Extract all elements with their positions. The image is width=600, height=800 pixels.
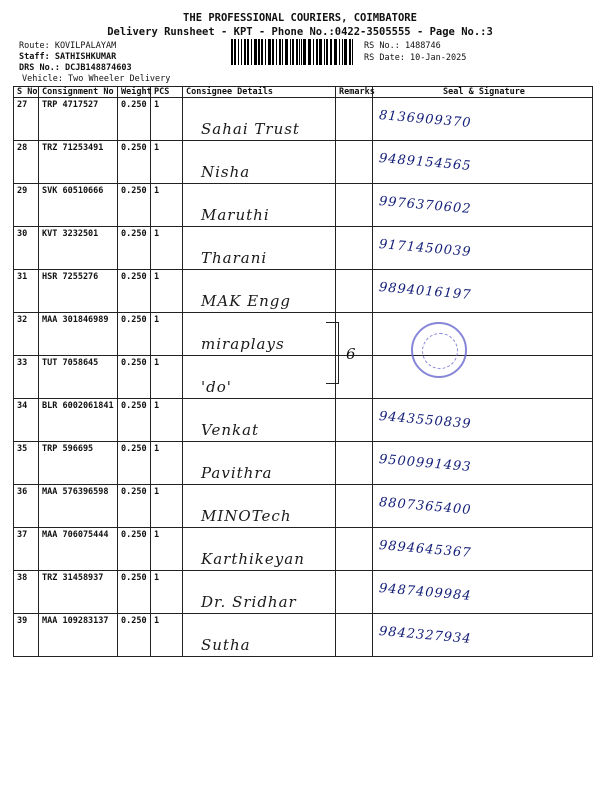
consignee-cell (183, 98, 336, 141)
consignment-cell: TUT 7058645 (39, 356, 118, 399)
pcs-cell: 1 (151, 141, 183, 184)
consignment-cell: TRP 4717527 (39, 98, 118, 141)
barcode-bar (231, 39, 233, 65)
table-header-row (14, 87, 593, 98)
sno-cell: 28 (14, 141, 39, 184)
handwritten-signature: 9443550839 (378, 409, 473, 433)
signature-cell (373, 184, 593, 227)
handwritten-consignee: MAK Engg (201, 292, 291, 310)
weight-cell: 0.250 (118, 98, 151, 141)
barcode-bar (279, 39, 281, 65)
handwritten-consignee: miraplays (201, 335, 285, 353)
table-row (14, 399, 593, 442)
handwritten-signature: 9171450039 (378, 237, 473, 261)
handwritten-signature: 9976370602 (378, 194, 473, 218)
signature-cell (373, 356, 593, 399)
handwritten-consignee: 'do' (201, 378, 232, 396)
col-remarks-header: Remarks (336, 87, 373, 98)
pcs-cell: 1 (151, 571, 183, 614)
table-row (14, 571, 593, 614)
barcode-bar (244, 39, 246, 65)
barcode-bar (299, 39, 300, 65)
ditto-mark: 6 (346, 345, 356, 363)
barcode-bar (276, 39, 277, 65)
consignment-cell: MAA 576396598 (39, 485, 118, 528)
barcode-bar (282, 39, 283, 65)
bracket-mark (326, 322, 339, 384)
sno-cell: 30 (14, 227, 39, 270)
weight-cell: 0.250 (118, 614, 151, 657)
col-consignee-header: Consignee Details (183, 87, 336, 98)
barcode-bar (254, 39, 257, 65)
barcode-bar (258, 39, 260, 65)
table-row (14, 356, 593, 399)
sno-cell: 29 (14, 184, 39, 227)
staff-label: Staff: SATHISHKUMAR (19, 52, 117, 62)
table-row (14, 313, 593, 356)
table-row (14, 184, 593, 227)
barcode-bar (319, 39, 322, 65)
handwritten-signature: 9489154565 (378, 151, 473, 175)
company-title: THE PROFESSIONAL COURIERS, COIMBATORE (183, 12, 417, 24)
weight-cell: 0.250 (118, 485, 151, 528)
signature-cell (373, 227, 593, 270)
table-row (14, 270, 593, 313)
sno-cell: 31 (14, 270, 39, 313)
handwritten-consignee: MINOTech (201, 507, 292, 525)
handwritten-signature: 8807365400 (378, 495, 473, 519)
table-row (14, 614, 593, 657)
remarks-cell (336, 227, 373, 270)
barcode-bar (324, 39, 325, 65)
remarks-cell (336, 98, 373, 141)
barcode-bar (265, 39, 266, 65)
consignee-cell (183, 399, 336, 442)
consignee-cell (183, 614, 336, 657)
consignment-cell: SVK 60510666 (39, 184, 118, 227)
weight-cell: 0.250 (118, 571, 151, 614)
consignment-cell: TRZ 31458937 (39, 571, 118, 614)
barcode-bar (268, 39, 271, 65)
handwritten-consignee: Venkat (201, 421, 260, 439)
handwritten-consignee: Nisha (201, 163, 251, 181)
sno-cell: 33 (14, 356, 39, 399)
barcode-bar (290, 39, 291, 65)
consignee-cell (183, 571, 336, 614)
signature-cell (373, 571, 593, 614)
col-pcs-header: PCS (151, 87, 183, 98)
remarks-cell (336, 184, 373, 227)
pcs-cell: 1 (151, 399, 183, 442)
consignee-cell (183, 528, 336, 571)
consignee-cell (183, 270, 336, 313)
vehicle-label: Vehicle: Two Wheeler Delivery (22, 74, 171, 84)
signature-cell (373, 528, 593, 571)
sno-cell: 36 (14, 485, 39, 528)
sno-cell: 34 (14, 399, 39, 442)
consignee-cell (183, 313, 336, 356)
barcode-bar (292, 39, 294, 65)
handwritten-signature: 9894645367 (378, 538, 473, 562)
signature-cell (373, 442, 593, 485)
rs-number: RS No.: 1488746 (364, 41, 441, 51)
handwritten-consignee: Karthikeyan (201, 550, 305, 568)
handwritten-consignee: Dr. Sridhar (201, 593, 297, 611)
remarks-cell (336, 528, 373, 571)
col-weight-header: Weight (118, 87, 151, 98)
consignment-cell: TRZ 71253491 (39, 141, 118, 184)
rs-date: RS Date: 10-Jan-2025 (364, 53, 467, 63)
remarks-cell (336, 270, 373, 313)
barcode-bar (238, 39, 239, 65)
remarks-cell (336, 141, 373, 184)
barcode-bar (234, 39, 236, 65)
pcs-cell: 1 (151, 485, 183, 528)
weight-cell: 0.250 (118, 528, 151, 571)
weight-cell: 0.250 (118, 313, 151, 356)
signature-cell (373, 98, 593, 141)
seal-stamp (411, 322, 467, 378)
table-row (14, 227, 593, 270)
barcode-bar (261, 39, 263, 65)
handwritten-consignee: Tharani (201, 249, 268, 267)
weight-cell: 0.250 (118, 399, 151, 442)
table-row (14, 98, 593, 141)
sno-cell: 35 (14, 442, 39, 485)
table-row (14, 442, 593, 485)
consignment-cell: KVT 3232501 (39, 227, 118, 270)
col-sno-header: S No (14, 87, 39, 98)
weight-cell: 0.250 (118, 141, 151, 184)
pcs-cell: 1 (151, 356, 183, 399)
handwritten-signature: 9500991493 (378, 452, 473, 476)
signature-cell (373, 614, 593, 657)
barcode-bar (251, 39, 252, 65)
pcs-cell: 1 (151, 227, 183, 270)
pcs-cell: 1 (151, 184, 183, 227)
handwritten-signature: 8136909370 (378, 108, 473, 132)
barcode-bar (308, 39, 311, 65)
consignment-cell: MAA 301846989 (39, 313, 118, 356)
drs-number: DRS No.: DCJB148874603 (19, 63, 132, 73)
signature-cell (373, 270, 593, 313)
weight-cell: 0.250 (118, 442, 151, 485)
barcode-bar (272, 39, 274, 65)
consignee-cell (183, 184, 336, 227)
remarks-cell (336, 442, 373, 485)
col-consignment-header: Consignment No (39, 87, 118, 98)
pcs-cell: 1 (151, 270, 183, 313)
handwritten-consignee: Pavithra (201, 464, 273, 482)
consignment-cell: BLR 6002061841 (39, 399, 118, 442)
signature-cell (373, 485, 593, 528)
handwritten-consignee: Sutha (201, 636, 251, 654)
barcode-bar (344, 39, 347, 65)
sno-cell: 37 (14, 528, 39, 571)
barcode-bar (349, 39, 351, 65)
weight-cell: 0.250 (118, 227, 151, 270)
barcode-bar (285, 39, 288, 65)
barcode-bar (330, 39, 332, 65)
table-row (14, 141, 593, 184)
barcode-bar (326, 39, 328, 65)
col-seal-header: Seal & Signature (373, 87, 593, 98)
table-row (14, 528, 593, 571)
pcs-cell: 1 (151, 98, 183, 141)
barcode (231, 39, 356, 65)
barcode-bar (241, 39, 242, 65)
remarks-cell (336, 399, 373, 442)
sno-cell: 27 (14, 98, 39, 141)
consignee-cell (183, 227, 336, 270)
consignment-cell: MAA 706075444 (39, 528, 118, 571)
barcode-bar (296, 39, 298, 65)
barcode-bar (316, 39, 318, 65)
barcode-bar (342, 39, 343, 65)
pcs-cell: 1 (151, 313, 183, 356)
handwritten-consignee: Sahai Trust (201, 120, 300, 138)
pcs-cell: 1 (151, 614, 183, 657)
handwritten-signature: 9842327934 (378, 624, 473, 648)
sno-cell: 38 (14, 571, 39, 614)
barcode-bar (339, 39, 340, 65)
consignment-cell: MAA 109283137 (39, 614, 118, 657)
sno-cell: 39 (14, 614, 39, 657)
barcode-bar (334, 39, 337, 65)
barcode-bar (313, 39, 314, 65)
remarks-cell (336, 614, 373, 657)
consignee-cell (183, 141, 336, 184)
signature-cell (373, 141, 593, 184)
runsheet-table (13, 86, 593, 657)
signature-cell (373, 399, 593, 442)
weight-cell: 0.250 (118, 356, 151, 399)
remarks-cell (336, 485, 373, 528)
signature-cell (373, 313, 593, 356)
pcs-cell: 1 (151, 528, 183, 571)
consignee-cell (183, 442, 336, 485)
barcode-bar (352, 39, 353, 65)
runsheet-title: Delivery Runsheet - KPT - Phone No.:0422-3505555 - Page No.:3 (107, 26, 493, 38)
barcode-bar (301, 39, 302, 65)
consignment-cell: TRP 596695 (39, 442, 118, 485)
handwritten-signature: 9487409984 (378, 581, 473, 605)
handwritten-consignee: Maruthi (201, 206, 270, 224)
pcs-cell: 1 (151, 442, 183, 485)
table-row (14, 485, 593, 528)
handwritten-signature: 9894016197 (378, 280, 473, 304)
weight-cell: 0.250 (118, 184, 151, 227)
barcode-bar (247, 39, 249, 65)
route-label: Route: KOVILPALAYAM (19, 41, 117, 51)
consignee-cell (183, 485, 336, 528)
consignment-cell: HSR 7255276 (39, 270, 118, 313)
remarks-cell (336, 571, 373, 614)
weight-cell: 0.250 (118, 270, 151, 313)
barcode-bar (303, 39, 306, 65)
consignee-cell (183, 356, 336, 399)
sno-cell: 32 (14, 313, 39, 356)
